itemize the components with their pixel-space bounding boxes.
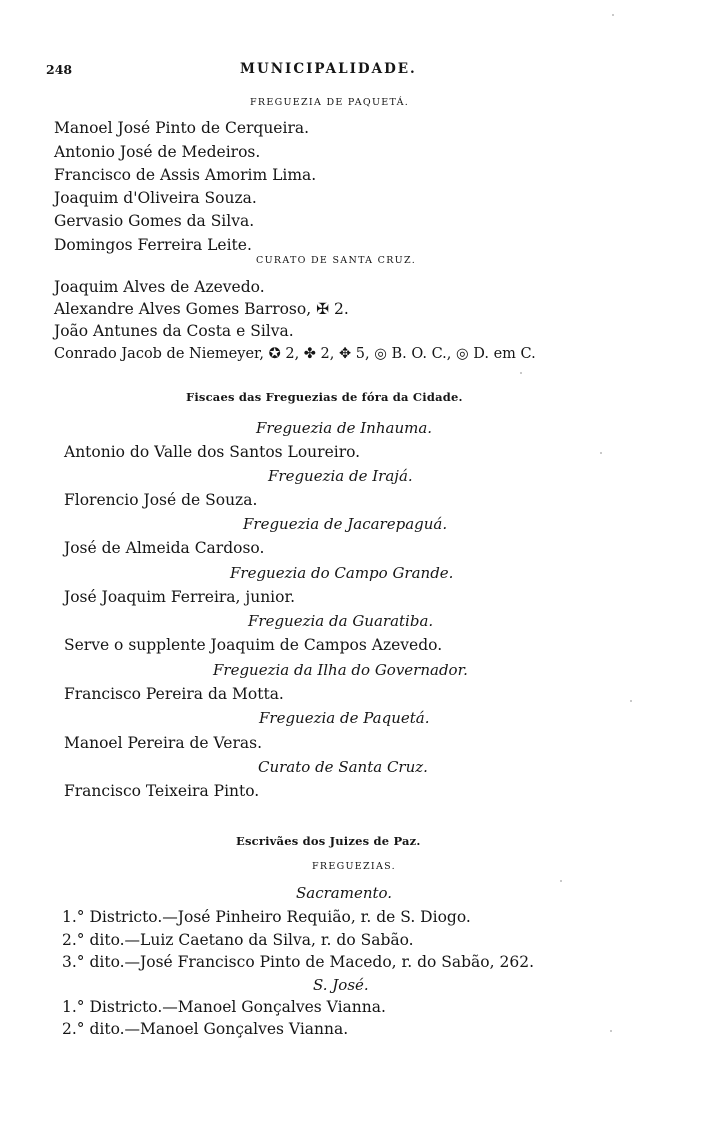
list-item: 2.° dito.—Manoel Gonçalves Vianna. <box>62 1020 349 1038</box>
list-item: Florencio José de Souza. <box>64 491 258 509</box>
list-item: Francisco de Assis Amorim Lima. <box>54 166 317 184</box>
list-item: Manoel Pereira de Veras. <box>64 734 263 752</box>
list-item: João Antunes da Costa e Silva. <box>54 322 294 340</box>
parish-heading: Freguezia de Irajá. <box>268 467 413 485</box>
list-item: Serve o supplente Joaquim de Campos Azevedo. <box>64 636 443 654</box>
section-heading-santa-cruz: CURATO DE SANTA CRUZ. <box>256 255 417 266</box>
running-title: MUNICIPALIDADE. <box>240 61 417 77</box>
parish-heading: Freguezia da Guaratiba. <box>248 612 434 630</box>
list-item: Joaquim Alves de Azevedo. <box>54 278 265 296</box>
list-item: Conrado Jacob de Niemeyer, ✪ 2, ✤ 2, ✥ 5, ◎ B. O. C., ◎ D. em C. <box>54 346 536 362</box>
list-item: 1.° Districto.—Manoel Gonçalves Vianna. <box>62 998 386 1016</box>
list-item: Gervasio Gomes da Silva. <box>54 212 255 230</box>
list-item: Antonio do Valle dos Santos Loureiro. <box>64 443 361 461</box>
list-item: 2.° dito.—Luiz Caetano da Silva, r. do Sabão. <box>62 931 414 949</box>
paper-speck <box>560 880 562 882</box>
list-item: Francisco Teixeira Pinto. <box>64 782 260 800</box>
list-item: Alexandre Alves Gomes Barroso, ✠ 2. <box>54 300 349 318</box>
parish-heading: Freguezia da Ilha do Governador. <box>213 661 468 679</box>
paper-speck <box>630 700 632 702</box>
paper-speck <box>520 372 522 374</box>
page-number: 248 <box>46 62 73 77</box>
section-heading-paqueta: FREGUEZIA DE PAQUETÁ. <box>250 97 410 108</box>
parish-heading: Freguezia de Inhauma. <box>256 419 433 437</box>
section-heading-fiscaes: Fiscaes das Freguezias de fóra da Cidade. <box>186 390 463 404</box>
section-heading-escrivaes: Escrivães dos Juizes de Paz. <box>236 834 421 848</box>
list-item: José de Almeida Cardoso. <box>64 539 265 557</box>
parish-heading: S. José. <box>313 976 369 994</box>
parish-heading: Freguezia do Campo Grande. <box>230 564 454 582</box>
list-item: 1.° Districto.—José Pinheiro Requião, r. de S. Diogo. <box>62 908 471 926</box>
list-item: José Joaquim Ferreira, junior. <box>64 588 296 606</box>
parish-heading: Freguezia de Paquetá. <box>259 709 430 727</box>
parish-heading: Sacramento. <box>296 884 393 902</box>
list-item: Domingos Ferreira Leite. <box>54 236 252 254</box>
list-item: Joaquim d'Oliveira Souza. <box>54 189 257 207</box>
subheading-freguezias: FREGUEZIAS. <box>312 861 396 872</box>
paper-speck <box>600 452 602 454</box>
list-item: 3.° dito.—José Francisco Pinto de Macedo, r. do Sabão, 262. <box>62 953 534 971</box>
parish-heading: Freguezia de Jacarepaguá. <box>243 515 448 533</box>
paper-speck <box>612 14 614 16</box>
parish-heading: Curato de Santa Cruz. <box>258 758 428 776</box>
list-item: Manoel José Pinto de Cerqueira. <box>54 119 310 137</box>
list-item: Antonio José de Medeiros. <box>54 143 261 161</box>
list-item: Francisco Pereira da Motta. <box>64 685 284 703</box>
paper-speck <box>610 1030 612 1032</box>
